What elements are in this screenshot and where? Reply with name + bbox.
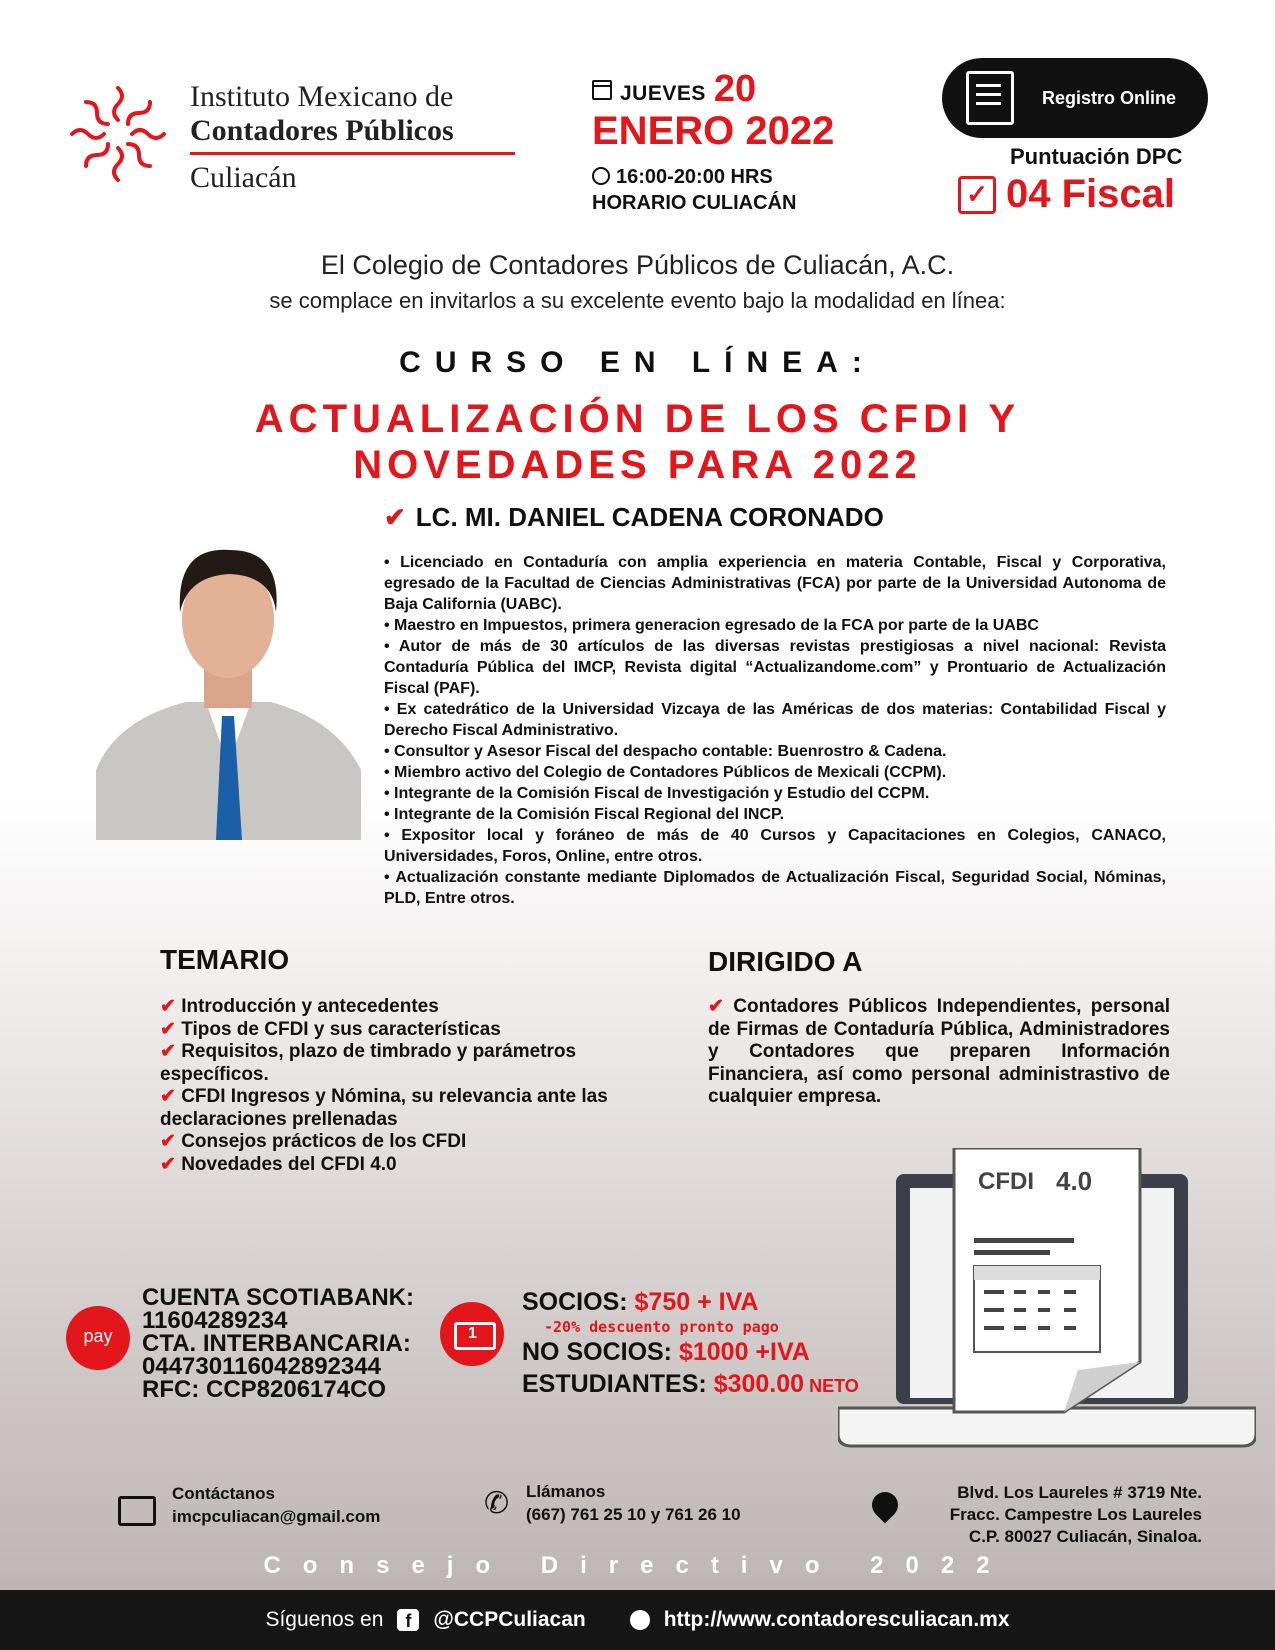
clock-icon	[592, 167, 610, 185]
bank-line: 11604289234	[142, 1307, 288, 1334]
bank-line: CUENTA SCOTIABANK:	[142, 1284, 414, 1311]
list-item: ✔ Introducción y antecedentes	[160, 996, 439, 1017]
contact-address	[880, 1482, 1202, 1548]
title-part-b: CFDI	[859, 397, 974, 441]
bio-item: • Autor de más de 30 artículos de las diversas revistas prestigiosas a nivel nacional: Revista Contaduría Pública del IMCP, Revista digital “Actualizandome.com” y Prontuario de Actualización Fiscal (PAF).	[384, 638, 1166, 697]
mail-label: Contáctanos	[172, 1484, 275, 1503]
institute-line2: Contadores Públicos	[190, 114, 454, 147]
register-online-button[interactable]	[942, 58, 1208, 138]
mail-icon	[118, 1496, 156, 1526]
dpc-label: Puntuación DPC	[1010, 144, 1183, 169]
dpc-score	[958, 172, 1175, 217]
check-icon: ✔	[160, 996, 182, 1017]
institute-line3: Culiacán	[190, 161, 297, 194]
cfdi-laptop-illustration	[838, 1148, 1256, 1462]
price-estudiantes: ESTUDIANTES: $300.00 NETO	[522, 1370, 859, 1398]
pay-icon: pay	[66, 1306, 130, 1370]
bank-line: RFC: CCP8206174CO	[142, 1376, 387, 1403]
phone-icon: ✆	[484, 1487, 510, 1520]
title-part-d: NOVEDADES PARA 2022	[353, 443, 922, 487]
institute-logo-mark	[66, 82, 170, 186]
bill-icon	[440, 1302, 504, 1366]
weekday: JUEVES	[620, 82, 706, 105]
list-item: ✔ Consejos prácticos de los CFDI	[160, 1131, 467, 1152]
mail-value[interactable]: imcpculiacan@gmail.com	[172, 1507, 381, 1526]
speaker-bio	[384, 552, 1166, 909]
bank-details	[142, 1286, 414, 1401]
event-date	[592, 68, 835, 216]
intro-line2: se complace en invitarlos a su excelente evento bajo la modalidad en línea:	[269, 288, 1006, 313]
institute-divider	[190, 152, 515, 155]
temario-heading: TEMARIO	[160, 944, 290, 975]
price-list	[522, 1286, 859, 1402]
address-line: Fracc. Campestre Los Laureles	[949, 1505, 1202, 1524]
facebook-icon: f	[397, 1609, 419, 1631]
institute-line1: Instituto Mexicano de	[190, 80, 454, 113]
website-link[interactable]: http://www.contadoresculiacan.mx	[663, 1608, 1010, 1631]
timezone: HORARIO CULIACÁN	[592, 192, 797, 214]
speaker-photo	[96, 520, 361, 840]
bank-line: 044730116042892344	[142, 1353, 381, 1380]
event-time	[592, 164, 834, 216]
dirigido-heading: DIRIGIDO A	[708, 946, 863, 977]
document-icon	[966, 71, 1014, 125]
check-icon: ✔	[160, 1041, 182, 1062]
check-icon: ✔	[708, 996, 734, 1017]
cfdi-doc-version: 4.0	[1056, 1166, 1093, 1196]
follow-label: Síguenos en	[265, 1608, 384, 1631]
price-socios: SOCIOS: $750 + IVA	[522, 1288, 759, 1316]
footer-bar	[0, 1590, 1275, 1650]
dirigido-text: ✔ Contadores Públicos Independientes, personal de Firmas de Contaduría Pública, Administradores y Contadores que preparen Información Financiera, así como personal administrastivo de cualquier empresa.	[708, 996, 1170, 1107]
dpc-value: 04 Fiscal	[1006, 172, 1176, 216]
list-item: ✔ CFDI Ingresos y Nómina, su relevancia ante las declaraciones prellenadas	[160, 1086, 608, 1130]
list-item: ✔ Tipos de CFDI y sus características	[160, 1018, 501, 1040]
check-box-icon: ✓	[958, 176, 996, 214]
list-item: ✔ Novedades del CFDI 4.0	[160, 1153, 397, 1175]
day-number: 20	[713, 68, 757, 110]
calendar-icon	[592, 80, 612, 100]
bio-item: • Integrante de la Comisión Fiscal Regional del INCP.	[384, 806, 785, 823]
bio-item: • Maestro en Impuestos, primera generacion egresado de la FCA por parte de la UABC	[384, 617, 1039, 634]
council-label: Consejo Directivo 2022	[263, 1552, 1012, 1579]
bio-item: • Expositor local y foráneo de más de 40 Cursos y Capacitaciones en Colegios, CANACO, Universidades, Foros, Online, entre otros.	[384, 827, 1166, 865]
bio-item: • Integrante de la Comisión Fiscal de Investigación y Estudio del CCPM.	[384, 785, 930, 802]
check-icon: ✔	[384, 502, 406, 532]
course-type: CURSO EN LÍNEA:	[399, 346, 876, 379]
bio-item: • Actualización constante mediante Diplomados de Actualización Fiscal, Seguridad Social, Nóminas, PLD, Entre otros.	[384, 869, 1166, 907]
time-range: 16:00-20:00 HRS	[616, 166, 773, 188]
address-line: Blvd. Los Laureles # 3719 Nte.	[957, 1483, 1202, 1502]
check-icon: ✔	[160, 1153, 182, 1175]
contact-email	[172, 1482, 380, 1528]
check-icon: ✔	[160, 1018, 182, 1040]
price-nosocios: NO SOCIOS: $1000 +IVA	[522, 1338, 810, 1366]
facebook-link[interactable]: @CCPCuliacan	[433, 1608, 586, 1631]
institute-name	[190, 80, 515, 195]
cfdi-doc-label: CFDI	[978, 1168, 1034, 1195]
list-item: ✔ Requisitos, plazo de timbrado y parámetros específicos.	[160, 1041, 577, 1085]
bio-item: • Ex catedrático de la Universidad Vizcaya de las Américas de dos materias: Contabilidad Fiscal y Derecho Fiscal Administrativo.	[384, 701, 1166, 739]
intro-line1: El Colegio de Contadores Públicos de Culiacán, A.C.	[320, 250, 955, 280]
phone-value[interactable]: (667) 761 25 10 y 761 26 10	[526, 1505, 741, 1524]
globe-icon	[630, 1610, 650, 1630]
speaker-name-text: LC. MI. DANIEL CADENA CORONADO	[415, 502, 884, 532]
check-icon: ✔	[160, 1086, 182, 1107]
bio-item: • Miembro activo del Colegio de Contadores Públicos de Mexicali (CCPM).	[384, 764, 947, 781]
month-year: ENERO 2022	[592, 109, 835, 153]
discount-note: -20% descuento pronto pago	[544, 1318, 779, 1336]
phone-label: Llámanos	[526, 1482, 606, 1501]
title-part-a: ACTUALIZACIÓN DE LOS	[254, 397, 860, 441]
temario-list	[160, 996, 660, 1176]
course-title	[0, 396, 1275, 488]
check-icon: ✔	[160, 1131, 182, 1152]
bank-line: CTA. INTERBANCARIA:	[142, 1330, 411, 1357]
bio-item: • Licenciado en Contaduría con amplia experiencia en materia Contable, Fiscal y Corporativa, egresado de la Facultad de Ciencias Administrativas (FCA) por parte de la Universidad Autonoma de Baja California (UABC).	[384, 554, 1166, 613]
speaker-name	[384, 502, 884, 533]
address-line: C.P. 80027 Culiacán, Sinaloa.	[968, 1527, 1202, 1546]
bio-item: • Consultor y Asesor Fiscal del despacho contable: Buenrostro & Cadena.	[384, 743, 947, 760]
title-part-c: Y	[973, 397, 1021, 441]
contact-phone	[526, 1480, 741, 1526]
register-label: Registro Online	[1042, 87, 1177, 108]
